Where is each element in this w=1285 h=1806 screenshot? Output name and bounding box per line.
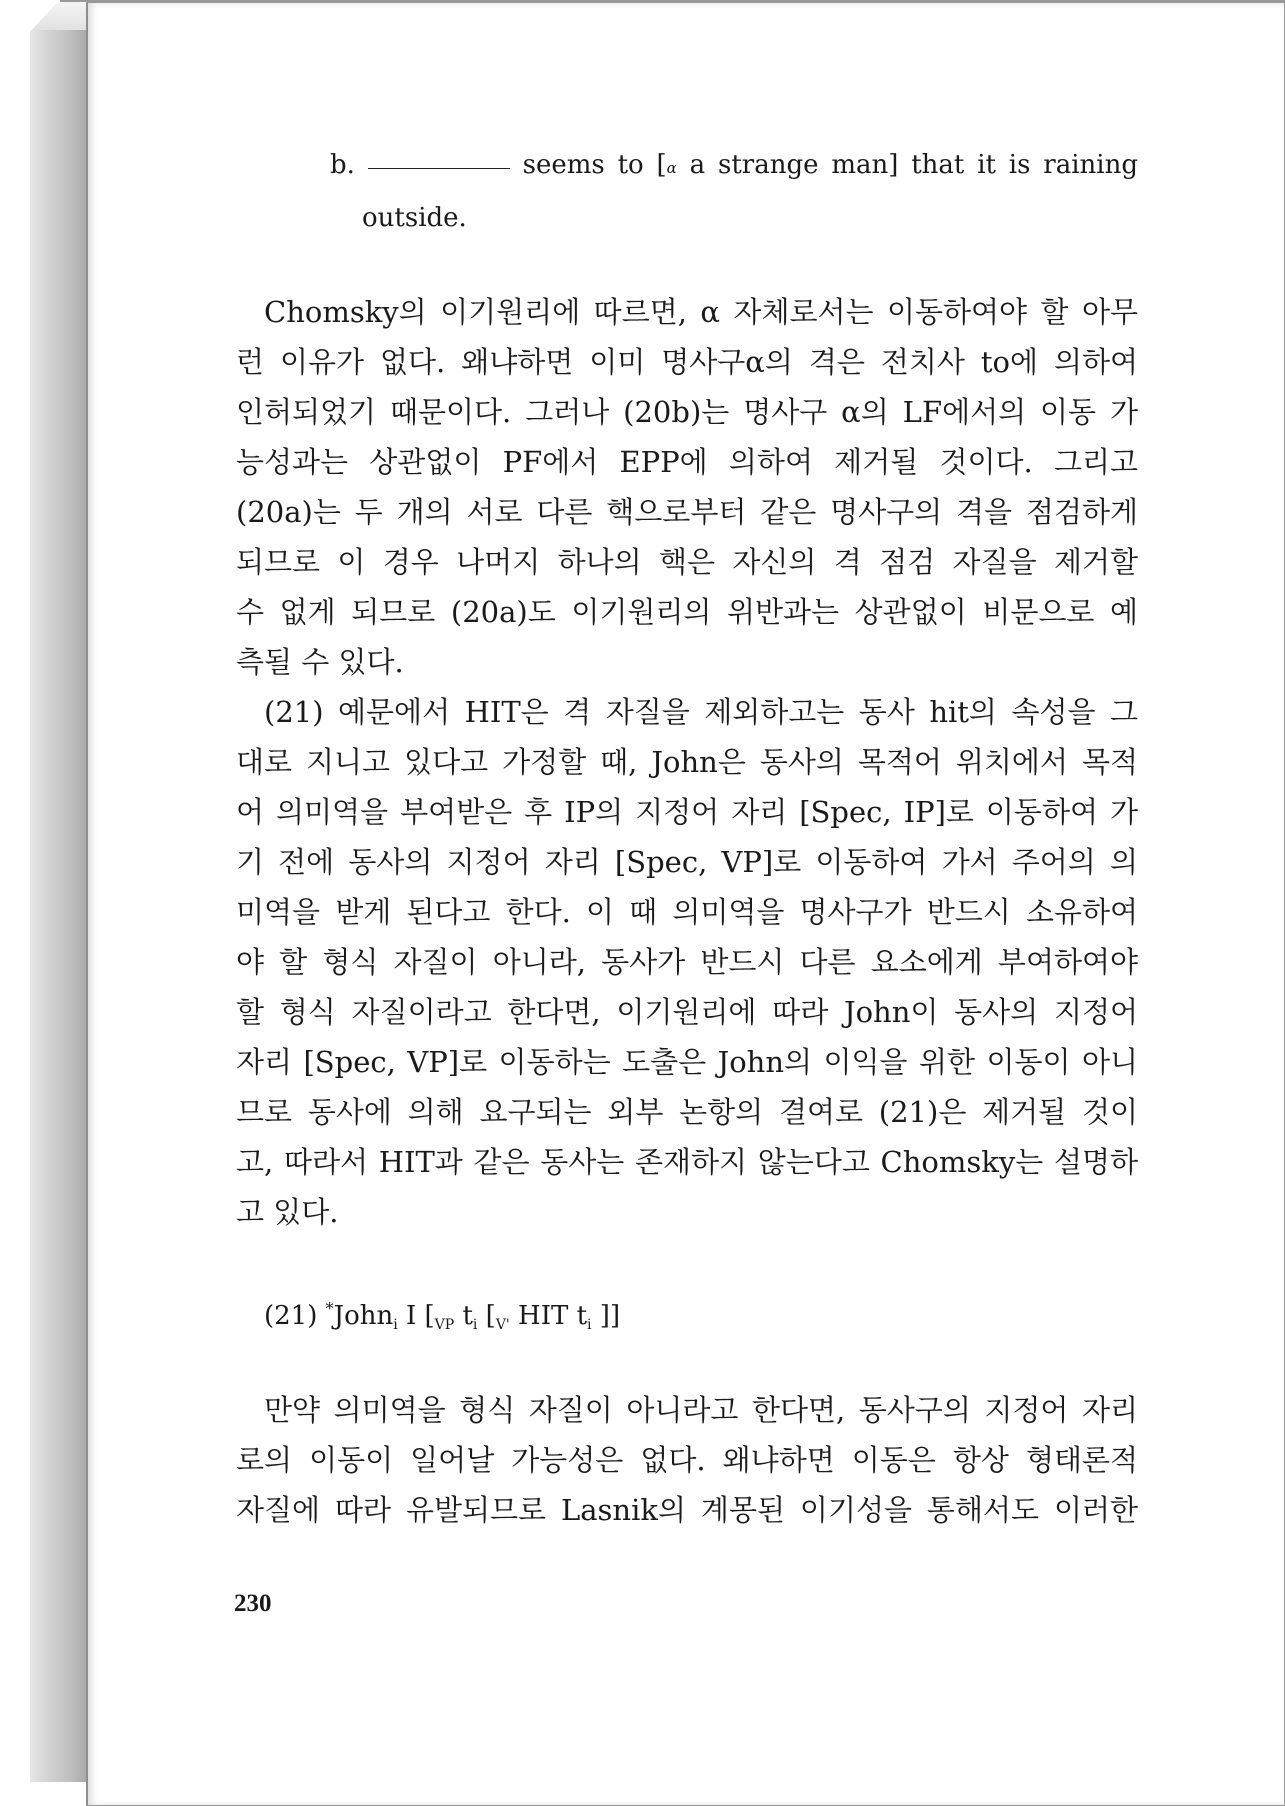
example-21-infl: I [ <box>405 1301 435 1331</box>
paragraph1-line: 인허되었기 때문이다. 그러나 (20b)는 명사구 α의 LF에서의 이동 가 <box>236 395 1138 429</box>
example-21-number: (21) <box>264 1301 318 1331</box>
paragraph2-line: 야 할 형식 자질이 아니라, 동사가 반드시 다른 요소에게 부여하여야 <box>236 945 1138 979</box>
paragraph1-line: 측될 수 있다. <box>236 645 404 679</box>
paragraph2-line: 고, 따라서 HIT과 같은 동사는 존재하지 않는다고 Chomsky는 설명하 <box>236 1145 1138 1179</box>
paragraph3-line: 만약 의미역을 형식 자질이 아니라고 한다면, 동사구의 지정어 자리 <box>264 1393 1138 1427</box>
paragraph1-line: (20a)는 두 개의 서로 다른 핵으로부터 같은 명사구의 격을 점검하게 <box>236 495 1138 529</box>
example-21 <box>264 1289 620 1345</box>
paragraph2-line: 미역을 받게 된다고 한다. 이 때 의미역을 명사구가 반드시 소유하여 <box>236 895 1138 929</box>
ungrammatical-star: * <box>325 1299 334 1318</box>
paragraph2-line: 할 형식 자질이라고 한다면, 이기원리에 따라 John이 동사의 지정어 <box>236 995 1138 1029</box>
trace: t <box>462 1301 473 1331</box>
example-b-text2: a strange man] that it is raining <box>689 150 1138 180</box>
bracket: [ <box>485 1301 496 1331</box>
index-subscript: i <box>587 1317 592 1333</box>
bracket-close: ]] <box>599 1301 621 1331</box>
book-spine <box>30 30 86 1782</box>
paragraph2-line: (21) 예문에서 HIT은 격 자질을 제외하고는 동사 hit의 속성을 그 <box>264 695 1138 729</box>
vp-subscript: VP <box>434 1317 455 1333</box>
paragraph1-line: 능성과는 상관없이 PF에서 EPP에 의하여 제거될 것이다. 그리고 <box>236 445 1138 479</box>
example-b-line1 <box>330 145 1138 188</box>
example-b-label: b. <box>330 150 355 180</box>
paragraph2-line: 고 있다. <box>236 1195 339 1229</box>
paragraph1-line: 되므로 이 경우 나머지 하나의 핵은 자신의 격 점검 자질을 제거할 <box>236 545 1138 579</box>
example-blank <box>368 148 510 169</box>
index-subscript: i <box>393 1317 398 1333</box>
paragraph1-line: 런 이유가 없다. 왜냐하면 이미 명사구α의 격은 전치사 to에 의하여 <box>236 345 1138 379</box>
paragraph2-line: 므로 동사에 의해 요구되는 외부 논항의 결여로 (21)은 제거될 것이 <box>236 1095 1138 1129</box>
example-b-line2: outside. <box>362 203 467 233</box>
page-number: 230 <box>234 1590 272 1617</box>
paragraph3-line: 자질에 따라 유발되므로 Lasnik의 계몽된 이기성을 통해서도 이러한 <box>236 1493 1138 1527</box>
paragraph1-line: Chomsky의 이기원리에 따르면, α 자체로서는 이동하여야 할 아무 <box>264 295 1138 329</box>
paragraph3-line: 로의 이동이 일어날 가능성은 없다. 왜냐하면 이동은 항상 형태론적 <box>236 1443 1138 1477</box>
paragraph2-line: 자리 [Spec, VP]로 이동하는 도출은 John의 이익을 위한 이동이 아니 <box>236 1045 1138 1079</box>
paragraph2-line: 어 의미역을 부여받은 후 IP의 지정어 자리 [Spec, IP]로 이동하여 가 <box>236 795 1138 829</box>
example-21-john: John <box>333 1301 394 1331</box>
paragraph1-line: 수 없게 되므로 (20a)도 이기원리의 위반과는 상관없이 비문으로 예 <box>236 595 1138 629</box>
index-subscript: i <box>472 1317 478 1333</box>
example-21-hit: HIT t <box>518 1301 588 1331</box>
alpha-subscript: α <box>666 159 677 177</box>
vbar-subscript: V' <box>495 1317 510 1333</box>
paragraph2-line: 기 전에 동사의 지정어 자리 [Spec, VP]로 이동하여 가서 주어의 의 <box>236 845 1138 879</box>
paragraph2-line: 대로 지니고 있다고 가정할 때, John은 동사의 목적어 위치에서 목적 <box>236 745 1138 779</box>
example-b-text1: seems to [ <box>522 150 667 180</box>
